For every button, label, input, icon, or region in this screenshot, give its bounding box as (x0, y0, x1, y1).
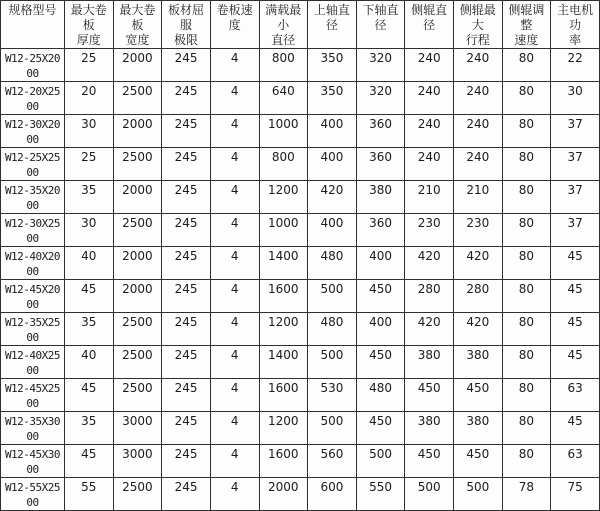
model-cell: W12-25X2000 (1, 49, 65, 82)
value-cell: 400 (356, 313, 405, 346)
value-cell: 45 (65, 445, 114, 478)
value-cell: 420 (308, 181, 357, 214)
value-cell: 420 (454, 313, 503, 346)
value-cell: 400 (356, 247, 405, 280)
value-cell: 80 (502, 148, 551, 181)
value-cell: 400 (308, 214, 357, 247)
value-cell: 420 (454, 247, 503, 280)
header-line: 直径 (271, 33, 296, 47)
value-cell: 2500 (113, 148, 162, 181)
value-cell: 35 (65, 313, 114, 346)
table-row (1, 148, 600, 181)
value-cell: 4 (210, 478, 259, 511)
value-cell: 80 (502, 313, 551, 346)
value-cell: 450 (454, 379, 503, 412)
value-cell: 1200 (259, 181, 308, 214)
value-cell: 245 (162, 82, 211, 115)
table-row (1, 247, 600, 280)
value-cell: 360 (356, 214, 405, 247)
value-cell: 320 (356, 49, 405, 82)
value-cell: 380 (454, 412, 503, 445)
value-cell: 80 (502, 49, 551, 82)
value-cell: 1600 (259, 445, 308, 478)
model-cell: W12-20X2500 (1, 82, 65, 115)
header-line: 速度 (514, 33, 539, 47)
value-cell: 4 (210, 346, 259, 379)
model-cell: W12-35X2500 (1, 313, 65, 346)
model-cell: W12-40X2500 (1, 346, 65, 379)
table-row (1, 280, 600, 313)
value-cell: 2000 (113, 181, 162, 214)
value-cell: 80 (502, 247, 551, 280)
value-cell: 360 (356, 148, 405, 181)
header-cell (259, 1, 308, 49)
value-cell: 78 (502, 478, 551, 511)
model-cell: W12-55X2500 (1, 478, 65, 511)
model-cell: W12-30X2000 (1, 115, 65, 148)
value-cell: 2000 (113, 115, 162, 148)
table-row (1, 346, 600, 379)
model-cell: W12-45X3000 (1, 445, 65, 478)
value-cell: 245 (162, 445, 211, 478)
value-cell: 40 (65, 247, 114, 280)
value-cell: 80 (502, 280, 551, 313)
header-cell (454, 1, 503, 49)
value-cell: 4 (210, 379, 259, 412)
header-line: 侧辊直径 (411, 3, 448, 32)
value-cell: 245 (162, 148, 211, 181)
table-row (1, 115, 600, 148)
value-cell: 240 (454, 82, 503, 115)
value-cell: 45 (551, 280, 600, 313)
value-cell: 1200 (259, 412, 308, 445)
table-row (1, 82, 600, 115)
value-cell: 2500 (113, 379, 162, 412)
value-cell: 240 (405, 148, 454, 181)
value-cell: 480 (356, 379, 405, 412)
header-line: 极限 (174, 33, 199, 47)
value-cell: 45 (551, 346, 600, 379)
value-cell: 37 (551, 148, 600, 181)
table-row (1, 181, 600, 214)
value-cell: 4 (210, 412, 259, 445)
header-cell (405, 1, 454, 49)
header-cell (65, 1, 114, 49)
value-cell: 240 (405, 82, 454, 115)
value-cell: 1200 (259, 313, 308, 346)
header-line: 行程 (465, 33, 490, 47)
header-line: 下轴直径 (362, 3, 399, 32)
value-cell: 360 (356, 115, 405, 148)
model-cell: W12-30X2500 (1, 214, 65, 247)
value-cell: 45 (551, 313, 600, 346)
value-cell: 800 (259, 148, 308, 181)
value-cell: 450 (356, 280, 405, 313)
value-cell: 2000 (113, 247, 162, 280)
table-body (1, 49, 600, 511)
model-cell: W12-40X2000 (1, 247, 65, 280)
header-row (1, 1, 600, 49)
value-cell: 240 (405, 49, 454, 82)
value-cell: 240 (454, 49, 503, 82)
header-cell (162, 1, 211, 49)
value-cell: 380 (405, 346, 454, 379)
value-cell: 380 (356, 181, 405, 214)
value-cell: 380 (405, 412, 454, 445)
value-cell: 245 (162, 247, 211, 280)
value-cell: 245 (162, 49, 211, 82)
value-cell: 4 (210, 181, 259, 214)
value-cell: 63 (551, 379, 600, 412)
value-cell: 25 (65, 148, 114, 181)
value-cell: 30 (551, 82, 600, 115)
header-cell (308, 1, 357, 49)
value-cell: 450 (405, 445, 454, 478)
value-cell: 450 (454, 445, 503, 478)
value-cell: 245 (162, 412, 211, 445)
value-cell: 500 (454, 478, 503, 511)
header-line: 宽度 (125, 33, 150, 47)
value-cell: 450 (405, 379, 454, 412)
header-line: 规格型号 (8, 3, 57, 17)
value-cell: 80 (502, 181, 551, 214)
value-cell: 80 (502, 445, 551, 478)
value-cell: 4 (210, 280, 259, 313)
value-cell: 420 (405, 247, 454, 280)
header-line: 上轴直径 (313, 3, 350, 32)
header-line: 厚度 (76, 33, 101, 47)
value-cell: 80 (502, 379, 551, 412)
value-cell: 4 (210, 445, 259, 478)
value-cell: 75 (551, 478, 600, 511)
value-cell: 4 (210, 313, 259, 346)
value-cell: 35 (65, 412, 114, 445)
value-cell: 35 (65, 181, 114, 214)
value-cell: 63 (551, 445, 600, 478)
header-line: 满载最小 (265, 3, 302, 32)
header-cell (551, 1, 600, 49)
value-cell: 2500 (113, 82, 162, 115)
model-cell: W12-35X2000 (1, 181, 65, 214)
value-cell: 240 (454, 148, 503, 181)
value-cell: 45 (65, 379, 114, 412)
value-cell: 45 (551, 412, 600, 445)
value-cell: 500 (308, 280, 357, 313)
value-cell: 480 (308, 247, 357, 280)
table-row (1, 379, 600, 412)
value-cell: 245 (162, 280, 211, 313)
header-cell (113, 1, 162, 49)
value-cell: 37 (551, 115, 600, 148)
value-cell: 4 (210, 214, 259, 247)
value-cell: 25 (65, 49, 114, 82)
value-cell: 2000 (113, 49, 162, 82)
value-cell: 210 (454, 181, 503, 214)
value-cell: 350 (308, 49, 357, 82)
value-cell: 2000 (259, 478, 308, 511)
header-cell (1, 1, 65, 49)
header-cell (356, 1, 405, 49)
value-cell: 600 (308, 478, 357, 511)
value-cell: 320 (356, 82, 405, 115)
table-row (1, 445, 600, 478)
value-cell: 550 (356, 478, 405, 511)
header-line: 卷板速度 (216, 3, 253, 32)
value-cell: 1000 (259, 115, 308, 148)
value-cell: 30 (65, 115, 114, 148)
value-cell: 2500 (113, 478, 162, 511)
value-cell: 240 (454, 115, 503, 148)
value-cell: 2500 (113, 214, 162, 247)
value-cell: 245 (162, 115, 211, 148)
value-cell: 30 (65, 214, 114, 247)
table-row (1, 412, 600, 445)
value-cell: 500 (308, 346, 357, 379)
table-row (1, 478, 600, 511)
table-row (1, 49, 600, 82)
value-cell: 80 (502, 115, 551, 148)
value-cell: 2500 (113, 346, 162, 379)
value-cell: 80 (502, 82, 551, 115)
value-cell: 3000 (113, 445, 162, 478)
value-cell: 80 (502, 412, 551, 445)
value-cell: 450 (356, 412, 405, 445)
header-line: 板材屈服 (168, 3, 205, 32)
value-cell: 400 (308, 148, 357, 181)
value-cell: 80 (502, 346, 551, 379)
value-cell: 20 (65, 82, 114, 115)
value-cell: 4 (210, 247, 259, 280)
value-cell: 1600 (259, 280, 308, 313)
value-cell: 240 (405, 115, 454, 148)
model-cell: W12-45X2500 (1, 379, 65, 412)
value-cell: 280 (405, 280, 454, 313)
table-row (1, 313, 600, 346)
value-cell: 245 (162, 181, 211, 214)
value-cell: 230 (405, 214, 454, 247)
header-line: 侧辊调整 (508, 3, 545, 32)
value-cell: 22 (551, 49, 600, 82)
value-cell: 245 (162, 346, 211, 379)
value-cell: 45 (65, 280, 114, 313)
header-cell (210, 1, 259, 49)
model-cell: W12-35X3000 (1, 412, 65, 445)
table-row (1, 214, 600, 247)
value-cell: 500 (308, 412, 357, 445)
header-line: 率 (569, 33, 582, 47)
value-cell: 1400 (259, 346, 308, 379)
value-cell: 380 (454, 346, 503, 379)
header-line: 主电机功 (557, 3, 594, 32)
header-line: 最大卷板 (119, 3, 156, 32)
value-cell: 350 (308, 82, 357, 115)
value-cell: 450 (356, 346, 405, 379)
value-cell: 4 (210, 49, 259, 82)
value-cell: 245 (162, 478, 211, 511)
value-cell: 1400 (259, 247, 308, 280)
value-cell: 245 (162, 214, 211, 247)
value-cell: 210 (405, 181, 454, 214)
model-cell: W12-25X2500 (1, 148, 65, 181)
value-cell: 4 (210, 148, 259, 181)
value-cell: 640 (259, 82, 308, 115)
model-cell: W12-45X2000 (1, 280, 65, 313)
value-cell: 55 (65, 478, 114, 511)
value-cell: 1000 (259, 214, 308, 247)
value-cell: 1600 (259, 379, 308, 412)
value-cell: 800 (259, 49, 308, 82)
value-cell: 40 (65, 346, 114, 379)
value-cell: 480 (308, 313, 357, 346)
value-cell: 230 (454, 214, 503, 247)
header-line: 最大卷板 (70, 3, 107, 32)
value-cell: 560 (308, 445, 357, 478)
value-cell: 245 (162, 313, 211, 346)
header-line: 侧辊最大 (459, 3, 496, 32)
value-cell: 37 (551, 181, 600, 214)
value-cell: 420 (405, 313, 454, 346)
header-cell (502, 1, 551, 49)
value-cell: 80 (502, 214, 551, 247)
value-cell: 245 (162, 379, 211, 412)
value-cell: 280 (454, 280, 503, 313)
value-cell: 530 (308, 379, 357, 412)
value-cell: 4 (210, 82, 259, 115)
value-cell: 2500 (113, 313, 162, 346)
value-cell: 500 (356, 445, 405, 478)
table-head (1, 1, 600, 49)
value-cell: 400 (308, 115, 357, 148)
value-cell: 37 (551, 214, 600, 247)
value-cell: 45 (551, 247, 600, 280)
value-cell: 4 (210, 115, 259, 148)
value-cell: 500 (405, 478, 454, 511)
value-cell: 2000 (113, 280, 162, 313)
value-cell: 3000 (113, 412, 162, 445)
